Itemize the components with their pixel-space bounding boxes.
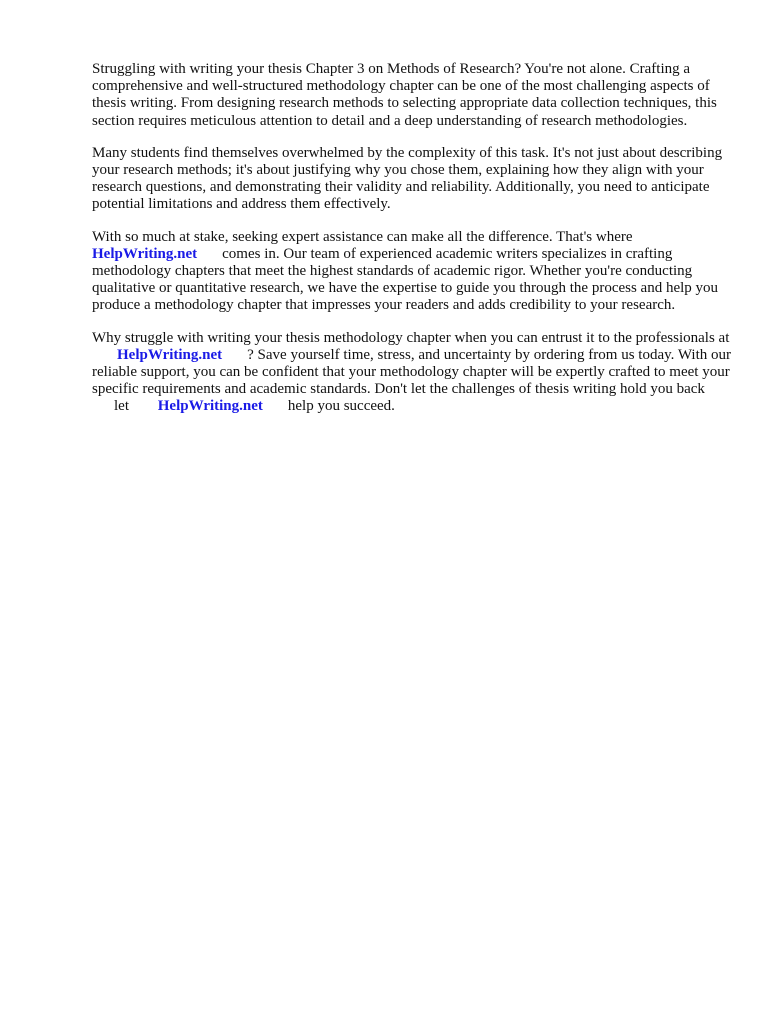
paragraph-cta-text-after: help you succeed. xyxy=(287,398,395,415)
paragraph-cta-text-before: Why struggle with writing your thesis methodology chapter when you can entrust it to the professionals at xyxy=(92,329,730,346)
helpwriting-link-2[interactable]: HelpWriting.net xyxy=(117,346,223,363)
paragraph-call-to-action xyxy=(92,330,732,416)
paragraph-assistance xyxy=(92,229,732,315)
paragraph-assistance-text-before: With so much at stake, seeking expert assistance can make all the difference. That's where xyxy=(92,228,633,245)
paragraph-cta-text-middle: ? Save yourself time, stress, and uncertainty by ordering from us today. With our reliable support, you can be confident that your methodology chapter will be expertly crafted to meet your specific requirements and academic standards. Don't let the challenges of thesis writing hold you back xyxy=(92,346,732,398)
helpwriting-link-3[interactable]: HelpWriting.net xyxy=(157,398,263,415)
paragraph-challenges-text: Many students find themselves overwhelmed by the complexity of this task. It's not just about describing your research methods; it's about justifying why you chose them, explaining how they align with your research questions, and demonstrating their validity and reliability. Additionally, you need to anticipate potential limitations and address them effectively. xyxy=(92,144,723,213)
paragraph-assistance-text-after: comes in. Our team of experienced academic writers specializes in crafting methodology chapters that meet the highest standards of academic rigor. Whether you're conducting qualitative or quantitative research, we have the expertise to guide you through the process and help you produce a methodology chapter that impresses your readers and adds credibility to your research. xyxy=(92,245,719,314)
paragraph-cta-let: let xyxy=(114,398,129,415)
paragraph-challenges xyxy=(92,145,732,214)
paragraph-intro-text: Struggling with writing your thesis Chapter 3 on Methods of Research? You're not alone. Crafting a comprehensive and well-structured methodology chapter can be one of the most challenging aspects of thesis writing. From designing research methods to selecting appropriate data collection techniques, this section requires meticulous attention to detail and a deep understanding of research methodologies. xyxy=(92,61,717,129)
paragraph-intro xyxy=(92,61,732,130)
helpwriting-link-1[interactable]: HelpWriting.net xyxy=(92,245,198,262)
document-page xyxy=(92,61,732,431)
